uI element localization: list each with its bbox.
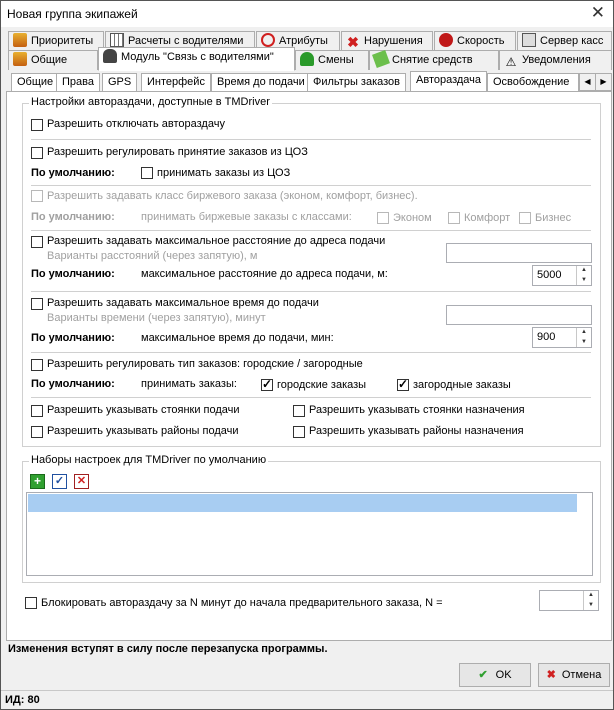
scroll-left-icon[interactable]: ◀ — [579, 73, 596, 91]
time-variants-label: Варианты времени (через запятую), минут — [47, 312, 266, 324]
tab-shifts[interactable]: Смены — [295, 50, 369, 70]
allow-class-checkbox[interactable] — [31, 190, 43, 202]
subtab-pickup-time[interactable]: Время до подачи — [211, 73, 311, 91]
accept-classes-label: принимать биржевые заказы с классами: — [141, 211, 352, 223]
areas-pickup-label: Разрешить указывать районы подачи — [47, 425, 239, 437]
calculator-icon — [110, 33, 124, 47]
spin-down-icon[interactable]: ▼ — [583, 601, 598, 611]
divider — [31, 352, 591, 353]
accept-czo-label: принимать заказы из ЦОЗ — [157, 167, 291, 179]
record-id: ИД: 80 — [5, 694, 40, 706]
allow-regulate-label: Разрешить регулировать принятие заказов из ЦОЗ — [47, 146, 308, 158]
scroll-right-icon[interactable]: ▶ — [595, 73, 612, 91]
ok-button[interactable]: ✔ OK — [459, 663, 531, 687]
areas-dest-label: Разрешить указывать районы назначения — [309, 425, 524, 437]
spin-down-icon[interactable]: ▼ — [576, 338, 591, 348]
speed-limit-icon — [439, 33, 453, 47]
status-divider — [1, 690, 613, 691]
presets-caption: Наборы настроек для TMDriver по умолчанию — [31, 454, 267, 466]
divider — [31, 291, 591, 292]
block-checkbox[interactable] — [25, 597, 37, 609]
subtab-release[interactable]: Освобождение — [487, 73, 579, 91]
subtab-general[interactable]: Общие — [11, 73, 59, 91]
allow-max-time-checkbox[interactable] — [31, 298, 43, 310]
list-item-selected[interactable] — [28, 494, 577, 512]
max-time-spinner[interactable] — [532, 327, 592, 348]
restart-notice: Изменения вступят в силу после перезапуска программы. — [8, 643, 328, 655]
dist-variants-label: Варианты расстояний (через запятую), м — [47, 250, 258, 262]
tab-attributes[interactable]: Атрибуты — [256, 31, 340, 51]
stops-dest-checkbox[interactable] — [293, 405, 305, 417]
subtab-interface[interactable]: Интерфейс — [141, 73, 211, 91]
driver-icon — [103, 49, 117, 63]
allow-class-label: Разрешить задавать класс биржевого заказа (эконом, комфорт, бизнес). — [47, 190, 418, 202]
time-variants-input[interactable] — [446, 305, 592, 325]
city-orders-checkbox[interactable] — [261, 379, 273, 391]
allow-regulate-checkbox[interactable] — [31, 147, 43, 159]
default-label: По умолчанию: — [31, 378, 115, 390]
class-business-label: Бизнес — [535, 212, 572, 224]
allow-max-dist-checkbox[interactable] — [31, 236, 43, 248]
max-time-value: 900 — [537, 331, 556, 343]
default-label: По умолчанию: — [31, 211, 115, 223]
allow-max-time-label: Разрешить задавать максимальное время до подачи — [47, 297, 319, 309]
class-business-checkbox[interactable] — [519, 212, 531, 224]
divider — [31, 185, 591, 186]
class-economy-checkbox[interactable] — [377, 212, 389, 224]
tab-speed[interactable]: Скорость — [434, 31, 516, 51]
subtab-order-filters[interactable]: Фильтры заказов — [307, 73, 406, 91]
money-icon — [372, 50, 390, 68]
stops-pickup-checkbox[interactable] — [31, 405, 43, 417]
no-smoking-icon — [261, 33, 275, 47]
delete-icon[interactable]: ✕ — [74, 474, 89, 489]
presets-list[interactable] — [26, 492, 593, 576]
intercity-orders-checkbox[interactable] — [397, 379, 409, 391]
allow-disable-label: Разрешить отключать автораздачу — [47, 118, 225, 130]
red-x-icon: ✖ — [347, 34, 359, 50]
tab-withdrawal[interactable]: Снятие средств — [369, 50, 499, 70]
areas-dest-checkbox[interactable] — [293, 426, 305, 438]
group-caption: Настройки автораздачи, доступные в TMDriver — [31, 96, 270, 108]
block-n-spinner[interactable] — [539, 590, 599, 611]
tab-cash-server[interactable]: Сервер касс — [517, 31, 612, 51]
stops-dest-label: Разрешить указывать стоянки назначения — [309, 404, 525, 416]
people-icon — [300, 52, 314, 66]
allow-type-label: Разрешить регулировать тип заказов: городские / загородные — [47, 358, 363, 370]
subtab-gps[interactable]: GPS — [102, 73, 137, 91]
intercity-orders-label: загородные заказы — [413, 379, 511, 391]
tab-general[interactable]: Общие — [8, 50, 98, 70]
max-dist-spinner[interactable] — [532, 265, 592, 286]
default-label: По умолчанию: — [31, 268, 115, 280]
spin-up-icon[interactable]: ▲ — [576, 328, 591, 338]
subtab-auto-dispatch[interactable]: Автораздача — [410, 71, 487, 92]
spin-up-icon[interactable]: ▲ — [583, 591, 598, 601]
city-orders-label: городские заказы — [277, 379, 367, 391]
cancel-icon: ✖ — [546, 669, 556, 681]
tab-notifications[interactable]: ⚠ Уведомления — [499, 50, 612, 70]
divider — [31, 230, 591, 231]
tab-priorities[interactable]: Приоритеты — [8, 31, 104, 51]
allow-max-dist-label: Разрешить задавать максимальное расстояние до адреса подачи — [47, 235, 386, 247]
allow-disable-checkbox[interactable] — [31, 119, 43, 131]
general-icon — [13, 52, 27, 66]
tab-driver-module[interactable]: Модуль "Связь с водителями" — [98, 47, 295, 71]
max-dist-value: 5000 — [537, 269, 562, 281]
class-economy-label: Эконом — [393, 212, 432, 224]
allow-type-checkbox[interactable] — [31, 359, 43, 371]
title-bar — [1, 1, 613, 27]
edit-icon[interactable]: ✓ — [52, 474, 67, 489]
spin-down-icon[interactable]: ▼ — [576, 276, 591, 286]
stops-pickup-label: Разрешить указывать стоянки подачи — [47, 404, 240, 416]
divider — [31, 139, 591, 140]
areas-pickup-checkbox[interactable] — [31, 426, 43, 438]
default-label: По умолчанию: — [31, 167, 115, 179]
spin-up-icon[interactable]: ▲ — [576, 266, 591, 276]
default-label: По умолчанию: — [31, 332, 115, 344]
divider — [31, 397, 591, 398]
add-icon[interactable]: + — [30, 474, 45, 489]
checkmark-icon: ✔ — [478, 669, 488, 681]
warning-icon: ⚠ — [505, 55, 517, 69]
dist-variants-input[interactable] — [446, 243, 592, 263]
accept-czo-checkbox[interactable] — [141, 167, 153, 179]
block-label: Блокировать автораздачу за N минут до начала предварительного заказа, N = — [41, 597, 443, 609]
max-time-label: максимальное время до подачи, мин: — [141, 332, 334, 344]
close-icon[interactable]: ✕ — [590, 3, 605, 22]
class-comfort-label: Комфорт — [464, 212, 511, 224]
tab-payments[interactable]: Расчеты с водителями — [105, 31, 255, 51]
max-dist-label: максимальное расстояние до адреса подачи, м: — [141, 268, 388, 280]
accept-orders-label: принимать заказы: — [141, 378, 237, 390]
class-comfort-checkbox[interactable] — [448, 212, 460, 224]
tab-violations[interactable]: ✖ Нарушения — [341, 31, 433, 51]
window-title: Новая группа экипажей — [7, 7, 138, 21]
cancel-button[interactable]: ✖ Отмена — [538, 663, 610, 687]
printer-icon — [522, 33, 536, 47]
priority-icon — [13, 33, 27, 47]
subtab-rights[interactable]: Права — [56, 73, 100, 91]
